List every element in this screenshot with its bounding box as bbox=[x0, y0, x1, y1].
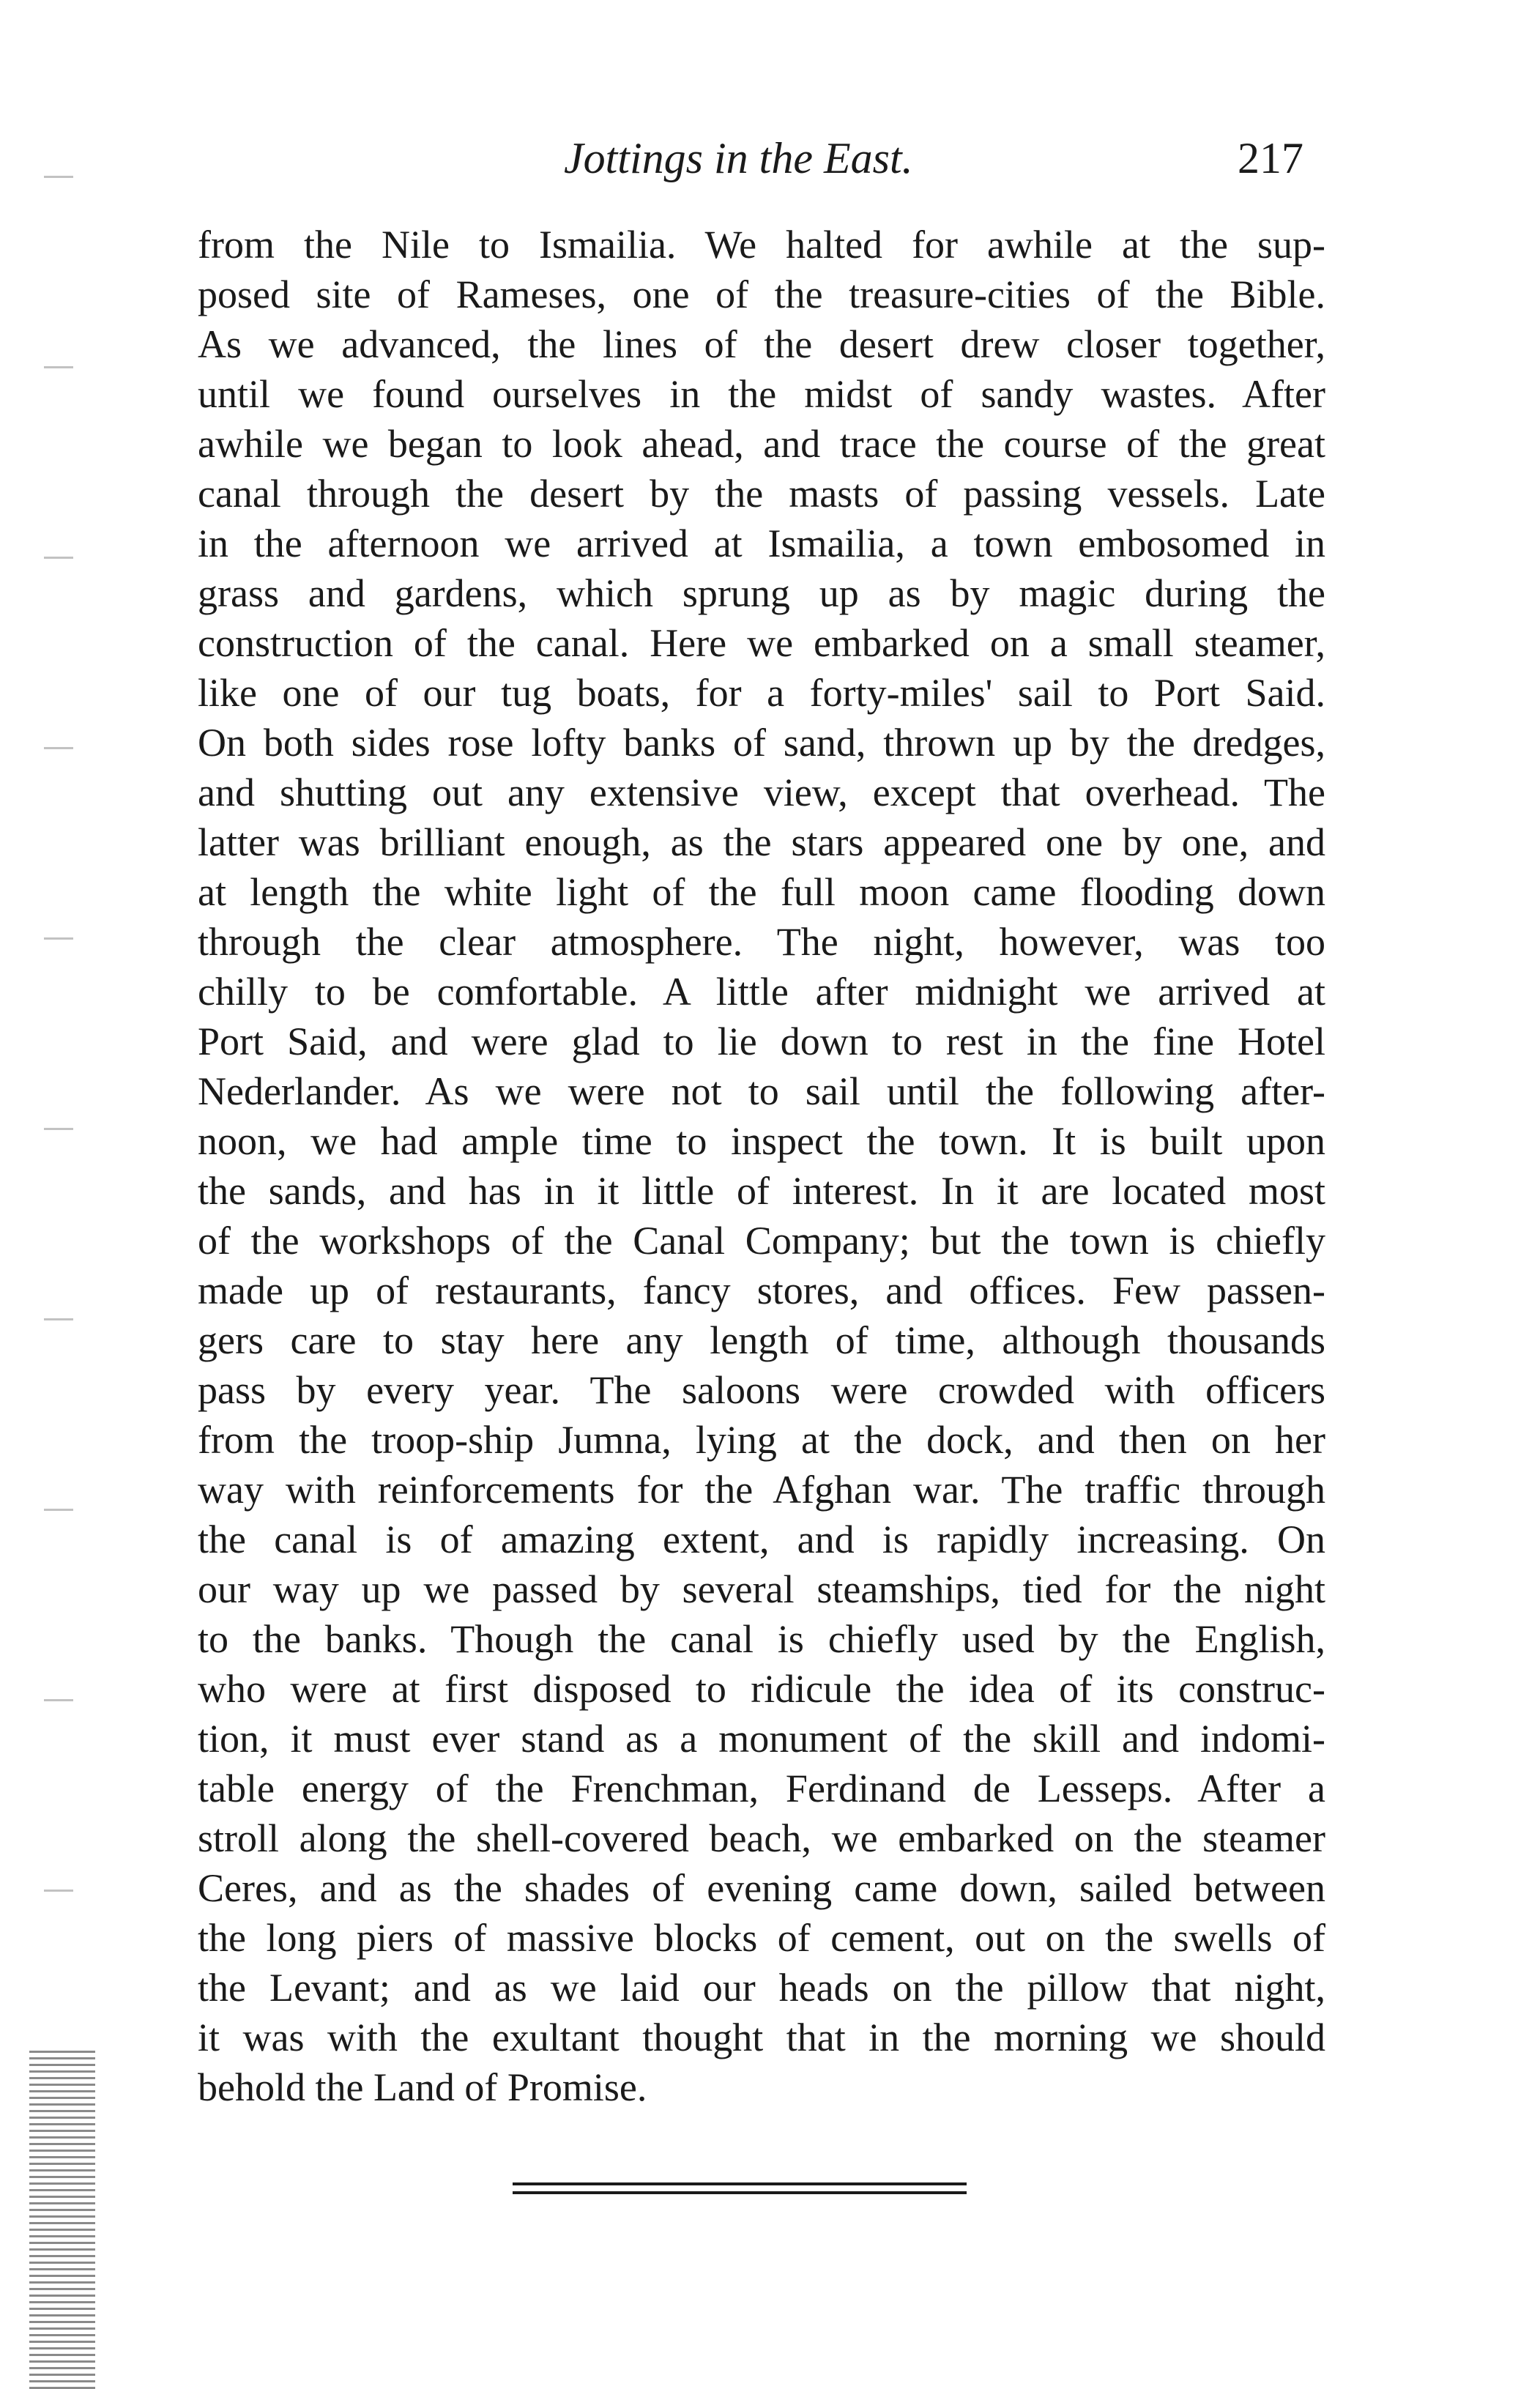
text-line: the Levant; and as we laid our heads on the pillow that night, bbox=[198, 1966, 1325, 2010]
text-line: stroll along the shell-covered beach, we embarked on the steamer bbox=[198, 1816, 1325, 1860]
text-line: pass by every year. The saloons were crowded with officers bbox=[198, 1368, 1325, 1412]
page-number: 217 bbox=[1238, 134, 1303, 182]
text-line: latter was brilliant enough, as the stars appeared one by one, and bbox=[198, 820, 1325, 864]
text-line: in the afternoon we arrived at Ismailia, a town embosomed in bbox=[198, 521, 1325, 565]
text-line: way with reinforcements for the Afghan war. The traffic through bbox=[198, 1468, 1325, 1512]
text-line: the canal is of amazing extent, and is rapidly increasing. On bbox=[198, 1517, 1325, 1561]
text-line: who were at first disposed to ridicule the idea of its construc- bbox=[198, 1667, 1325, 1711]
text-line: Ceres, and as the shades of evening came down, sailed between bbox=[198, 1866, 1325, 1910]
text-line: table energy of the Frenchman, Ferdinand de Lesseps. After a bbox=[198, 1766, 1325, 1810]
text-line: of the workshops of the Canal Company; but the town is chiefly bbox=[198, 1219, 1325, 1263]
text-line: our way up we passed by several steamships, tied for the night bbox=[198, 1567, 1325, 1611]
text-line: awhile we began to look ahead, and trace the course of the great bbox=[198, 422, 1325, 466]
scan-gutter-specks bbox=[44, 73, 73, 2051]
text-line: at length the white light of the full moon came flooding down bbox=[198, 870, 1325, 914]
text-line: noon, we had ample time to inspect the town. It is built upon bbox=[198, 1119, 1325, 1163]
text-line: made up of restaurants, fancy stores, and offices. Few passen- bbox=[198, 1268, 1325, 1312]
text-line: construction of the canal. Here we embarked on a small steamer, bbox=[198, 621, 1325, 665]
text-line-last: behold the Land of Promise. bbox=[198, 2065, 647, 2109]
text-line: Port Said, and were glad to lie down to rest in the fine Hotel bbox=[198, 1019, 1325, 1063]
body-text bbox=[198, 220, 1325, 2112]
text-line: grass and gardens, which sprung up as by magic during the bbox=[198, 571, 1325, 615]
scan-gutter-shadow bbox=[29, 2051, 95, 2389]
text-line: On both sides rose lofty banks of sand, thrown up by the dredges, bbox=[198, 721, 1325, 765]
text-line: until we found ourselves in the midst of sandy wastes. After bbox=[198, 372, 1325, 416]
text-line: like one of our tug boats, for a forty-miles' sail to Port Said. bbox=[198, 671, 1325, 715]
text-line: from the troop-ship Jumna, lying at the dock, and then on her bbox=[198, 1418, 1325, 1462]
text-line: As we advanced, the lines of the desert drew closer together, bbox=[198, 322, 1325, 366]
end-rule bbox=[513, 2191, 967, 2194]
text-line: gers care to stay here any length of time, although thousands bbox=[198, 1318, 1325, 1362]
text-line: the long piers of massive blocks of cement, out on the swells of bbox=[198, 1916, 1325, 1960]
text-line: and shutting out any extensive view, except that overhead. The bbox=[198, 770, 1325, 814]
text-line: to the banks. Though the canal is chiefly used by the English, bbox=[198, 1617, 1325, 1661]
text-line: it was with the exultant thought that in the morning we should bbox=[198, 2015, 1325, 2059]
running-title: Jottings in the East. bbox=[564, 134, 913, 182]
text-line: chilly to be comfortable. A little after midnight we arrived at bbox=[198, 970, 1325, 1014]
text-line: Nederlander. As we were not to sail until the following after- bbox=[198, 1069, 1325, 1113]
text-line: from the Nile to Ismailia. We halted for awhile at the sup- bbox=[198, 223, 1325, 267]
text-line: posed site of Rameses, one of the treasure-cities of the Bible. bbox=[198, 272, 1325, 316]
text-line: canal through the desert by the masts of passing vessels. Late bbox=[198, 472, 1325, 516]
text-line: tion, it must ever stand as a monument of the skill and indomi- bbox=[198, 1717, 1325, 1761]
end-rule bbox=[513, 2182, 967, 2185]
text-line: the sands, and has in it little of interest. In it are located most bbox=[198, 1169, 1325, 1213]
text-line: through the clear atmosphere. The night, however, was too bbox=[198, 920, 1325, 964]
